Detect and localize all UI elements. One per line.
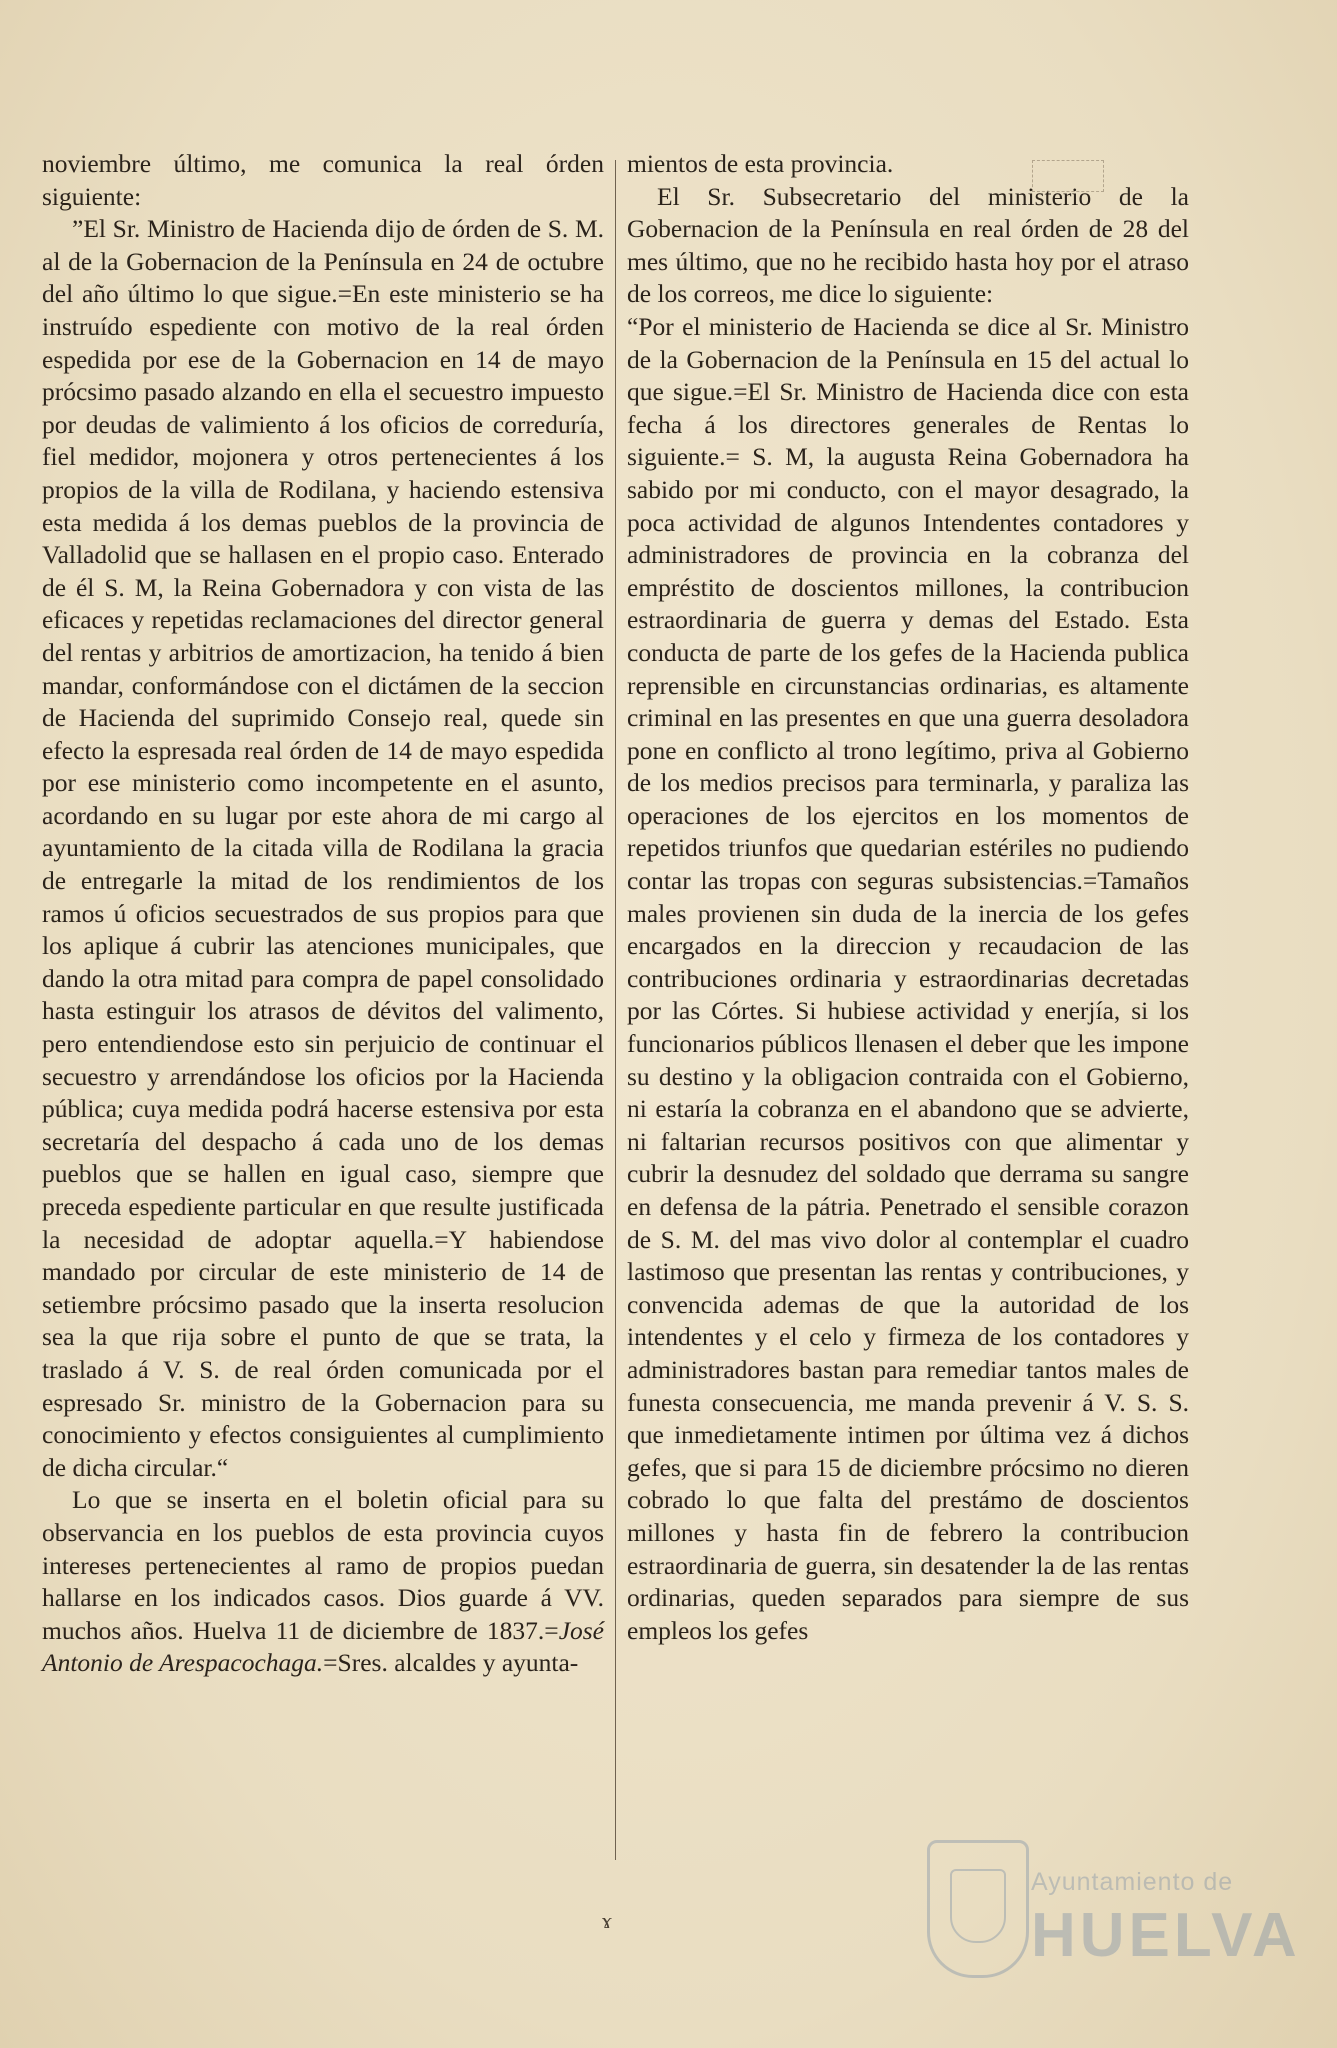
ink-stamp bbox=[1032, 160, 1104, 192]
left-paragraph-2: ”El Sr. Ministro de Hacienda dijo de órden de S. M. al de la Gobernacion de la Península en 24 de octubre del año último lo que sigue.=En este ministerio se ha instruído espediente con motivo de la real órden espedida por ese de la Gobernacion en 14 de mayo prócsimo pasado alzando en ella el secuestro impuesto por deudas de valimiento á los oficios de correduría, fiel medidor, mojonera y otros pertenecientes á los propios de la villa de Rodilana, y haciendo estensiva esta medida á los demas pueblos de la provincia de Valladolid que se hallasen en el propio caso. Enterado de él S. M, la Reina Gobernadora y con vista de las eficaces y repetidas reclamaciones del director general del rentas y arbitrios de amortizacion, ha tenido á bien mandar, conformándose con el dictámen de la seccion de Hacienda del suprimido Consejo real, quede sin efecto la espresada real órden de 14 de mayo espedida por ese ministerio como incompetente en el asunto, acordando en su lugar por este ahora de mi cargo al ayuntamiento de la citada villa de Rodilana la gracia de entregarle la mitad de los rendimientos de los ramos ú oficios secuestrados de sus propios para que los aplique á cubrir las atenciones municipales, que dando la otra mitad para compra de papel consolidado hasta estinguir los atrasos de dévitos del valimento, pero entendiendose esto sin perjuicio de continuar el secuestro y arrendándose los oficios por la Hacienda pública; cuya medida podrá hacerse estensiva por esta secretaría del despacho á cada uno de los demas pueblos que se hallen en igual caso, siempre que preceda espediente particular en que resulte justificada la necesidad de adoptar aquella.=Y habiendose mandado por circular de este ministerio de 14 de setiembre prócsimo pasado que la inserta resolucion sea la que rija sobre el punto de que se trata, la traslado á V. S. de real órden comunicada por el espresado Sr. ministro de la Gobernacion para su conocimiento y efectos consiguientes al cumplimiento de dicha circular.“ bbox=[42, 214, 604, 1482]
right-paragraph-2: El Sr. Subsecretario del ministerio de la Gobernacion de la Península en real órden de 28 del mes último, que no he recibido hasta hoy por el atraso de los correos, me dice lo siguiente: bbox=[627, 181, 1189, 309]
watermark-line-2: HUELVA bbox=[1031, 1901, 1301, 1970]
signature: José Antonio de Arespacochaga. bbox=[42, 1615, 604, 1678]
left-paragraph-3-text: Lo que se inserta en el boletin oficial para su observancia en los pueblos de esta provincia cuyos intereses pertenecientes al ramo de propios puedan hallarse en los indicados casos. Dios guarde á VV. muchos años. Huelva 11 de diciembre de 1837.= bbox=[42, 1485, 604, 1645]
shield-icon bbox=[927, 1840, 1029, 1978]
right-paragraph-3: “Por el ministerio de Hacienda se dice al Sr. Ministro de la Gobernacion de la Península en 15 del actual lo que sigue.=El Sr. Ministro de Hacienda dice con esta fecha á los directores generales de Rentas lo siguiente.= S. M, la augusta Reina Gobernadora ha sabido por mi conducto, con el mayor desagrado, la poca actividad de algunos Intendentes contadores y administradores de provincia en la cobranza del empréstito de doscientos millones, la contribucion estraordinaria de guerra y demas del Estado. Esta conducta de parte de los gefes de la Hacienda publica reprensible en circunstancias ordinarias, es altamente criminal en las presentes en que una guerra desoladora pone en conflicto al trono legítimo, priva al Gobierno de los medios precisos para terminarla, y paraliza las operaciones de los ejercitos en los momentos de repetidos triunfos que quedarian estériles no pudiendo contar las tropas con seguras subsistencias.=Tamaños males provienen sin duda de la inercia de los gefes encargados en la direccion y recaudacion de las contribuciones ordinaria y estraordinarias decretadas por las Córtes. Si hubiese actividad y enerjía, si los funcionarios públicos llenasen el deber que les impone su destino y la obligacion contraida con el Gobierno, ni estaría la cobranza en el abandono que se advierte, ni faltarian recursos positivos con que alimentar y cubrir la desnudez del soldado que derrama su sangre en defensa de la pátria. Penetrado el sensible corazon de S. M. del mas vivo dolor al contemplar el cuadro lastimoso que presentan las rentas y contribuciones, y convencida ademas de que la autoridad de los intendentes y el celo y firmeza de los contadores y administradores bastan para remediar tantos males de funesta consecuencia, me manda prevenir á V. S. S. que inmedietamente intimen por última vez á dichos gefes, que si para 15 de diciembre prócsimo no dieren cobrado lo que falta del prestámo de doscientos millones y hasta fin de febrero la contribucion estraordinaria de guerra, sin desatender la de las rentas ordinarias, queden separados para siempre de sus empleos los gefes bbox=[627, 311, 1189, 1645]
left-paragraph-3 bbox=[42, 1484, 604, 1680]
left-column bbox=[42, 148, 604, 1680]
column-divider bbox=[615, 160, 616, 1860]
footer-mark: ɤ bbox=[602, 1908, 612, 1933]
right-column bbox=[627, 148, 1189, 1647]
watermark-logo bbox=[927, 1830, 1301, 1990]
watermark-line-1: Ayuntamiento de bbox=[1031, 1868, 1234, 1896]
right-paragraph-1: mientos de esta provincia. bbox=[627, 149, 894, 178]
left-paragraph-1: noviembre último, me comunica la real órden siguiente: bbox=[42, 149, 604, 211]
left-paragraph-3-tail: =Sres. alcaldes y ayunta- bbox=[323, 1648, 579, 1678]
